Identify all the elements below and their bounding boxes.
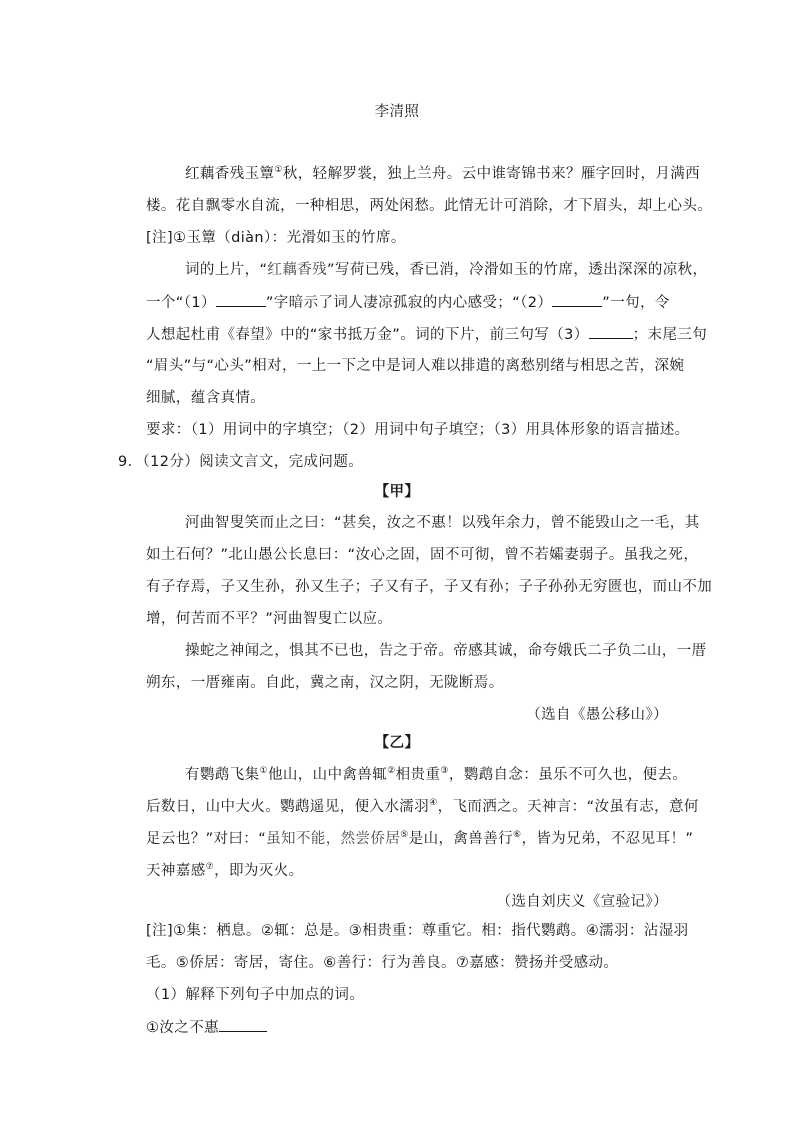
jia-source: （选自《愚公移山》） xyxy=(526,707,668,723)
jia-line-3: 有子存焉，子又生孙，孙又生子；子又有子，子又有孙；子子孙孙无穷匮也，而山不加 xyxy=(146,579,713,595)
requirement-text: 要求：（1）用词中的字填空；（2）用词中句子填空；（3）用具体形象的语言描述。 xyxy=(146,422,690,438)
quoted-phrase: 红藕香残 xyxy=(267,262,328,278)
answer-blank-3[interactable] xyxy=(589,324,633,339)
sub-question-1: （1）解释下列句子中加点的词。 xyxy=(146,987,365,1003)
analysis-text: 词的上片，“ xyxy=(185,262,268,278)
answer-blank-1[interactable] xyxy=(216,292,266,307)
analysis-text: ”写荷已残，香已消，冷滑如玉的竹席，透出深深的凉秋， xyxy=(327,262,708,278)
question-9-header: 9．（12分）阅读文言文，完成问题。 xyxy=(118,454,364,470)
yi-text: 有鹦鹉飞集 xyxy=(185,767,260,783)
yi-text: 天神嘉感 xyxy=(146,863,206,879)
answer-blank-2[interactable] xyxy=(552,292,602,307)
yi-text: ，皆为兄弟，不忍见耳！” xyxy=(521,831,694,847)
footnote-marker: ③ xyxy=(440,766,449,777)
analysis-line-1 xyxy=(185,260,707,280)
yi-text: 虽知不能，然尝侨居 xyxy=(266,831,401,847)
analysis-line-3 xyxy=(146,324,707,345)
yi-text: ，飞而洒之。天神言：“汝虽有志，意何 xyxy=(437,799,699,815)
footnote-marker: ⑦ xyxy=(205,862,215,873)
analysis-text: 一个“（1） xyxy=(146,295,216,311)
yi-text: 足云也？”对曰：“ xyxy=(146,831,267,847)
analysis-text: ”字暗示了词人凄凉孤寂的内心感受；“（2） xyxy=(265,295,553,311)
analysis-text: ；末尾三句 xyxy=(632,327,708,343)
yi-line-4 xyxy=(146,861,303,881)
yi-text: ，即为灭火。 xyxy=(214,863,304,879)
poem-text: 秋，轻解罗裳，独上兰舟。云中谁寄锦书来？雁字回时，月满西 xyxy=(282,166,701,182)
yi-text: 是山，禽兽善行 xyxy=(408,831,514,847)
yi-text: 后数日，山中大火。鹦鹉遥见，便入水濡羽 xyxy=(146,799,430,815)
yi-text: ，鹦鹉自念：虽乐不可久也，便去。 xyxy=(448,767,688,783)
sub-question-1-item-1 xyxy=(146,1017,267,1038)
yi-line-3 xyxy=(146,829,693,849)
jia-line-4: 增，何苦而不平？”河曲智叟亡以应。 xyxy=(146,611,393,627)
footnote-marker: ⑤ xyxy=(400,830,409,841)
poem-author: 李清照 xyxy=(374,104,420,120)
jia-line-5: 操蛇之神闻之，惧其不已也，告之于帝。帝感其诚，命夸娥氏二子负二山，一厝 xyxy=(185,643,707,659)
analysis-line-5: 细腻，蕴含真情。 xyxy=(146,390,266,406)
footnote-marker: ⑥ xyxy=(513,830,522,841)
yi-line-1 xyxy=(185,765,687,785)
yi-note-line-1: [注]①集：栖息。②辄：总是。③相贵重：尊重它。相：指代鹦鹉。④濡羽：沾湿羽 xyxy=(146,923,689,939)
footnote-marker: ④ xyxy=(429,798,438,809)
footnote-marker: ① xyxy=(274,165,283,176)
yi-source: （选自刘庆义《宣验记》） xyxy=(496,894,668,910)
poem-line-2: 楼。花自飘零水自流，一种相思，两处闲愁。此情无计可消除，才下眉头，却上心头。 xyxy=(146,198,713,214)
analysis-text: 人想起杜甫《春望》中的“家书抵万金”。词的下片，前三句写（3） xyxy=(146,327,589,343)
poem-note: [注]①玉簟（diàn）：光滑如玉的竹席。 xyxy=(146,230,406,246)
section-yi-title: 【乙】 xyxy=(374,735,420,751)
analysis-line-2 xyxy=(146,292,670,313)
yi-line-2 xyxy=(146,797,699,817)
yi-note-line-2: 毛。⑤侨居：寄居，寄住。⑥善行：行为善良。⑦嘉感：赞扬并受感动。 xyxy=(146,955,619,971)
jia-line-6: 朔东，一厝雍南。自此，冀之南，汉之阴，无陇断焉。 xyxy=(146,675,504,691)
footnote-marker: ② xyxy=(387,766,396,777)
answer-blank-item-1[interactable] xyxy=(219,1017,267,1032)
poem-text: 红藕香残玉簟 xyxy=(185,166,275,182)
section-jia-title: 【甲】 xyxy=(374,484,420,500)
item-text: ①汝之不惠 xyxy=(146,1020,219,1036)
yi-text: 他山，山中禽兽辄 xyxy=(267,767,388,783)
jia-line-2: 如土石何？”北山愚公长息曰：“汝心之固，固不可彻，曾不若孀妻弱子。虽我之死， xyxy=(146,547,699,563)
jia-line-1: 河曲智叟笑而止之曰：“甚矣，汝之不惠！以残年余力，曾不能毁山之一毛，其 xyxy=(185,515,700,531)
yi-text: 相贵重 xyxy=(395,767,441,783)
footnote-marker: ① xyxy=(259,766,268,777)
analysis-line-4: “眉头”与“心头”相对，一上一下之中是词人难以排遣的离愁别绪与相思之苦，深婉 xyxy=(146,358,685,374)
poem-line-1 xyxy=(185,164,700,184)
analysis-text: ”一句，令 xyxy=(602,295,670,311)
